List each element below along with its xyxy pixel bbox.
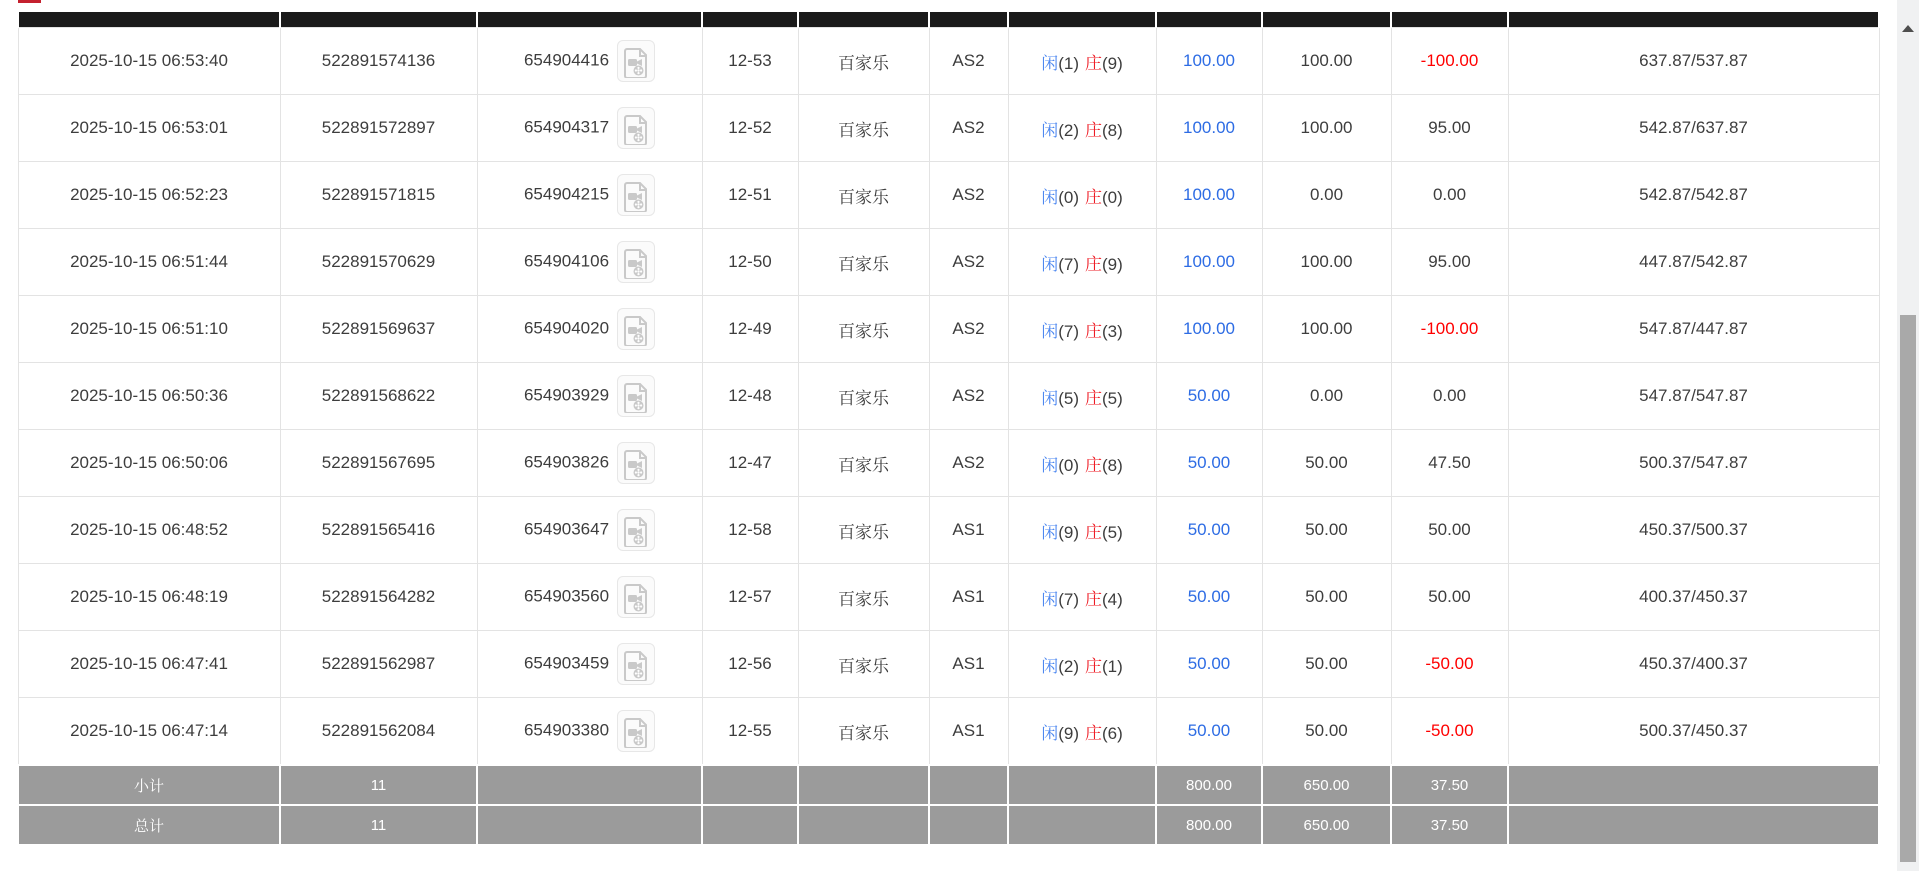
balance: 500.37/547.87 xyxy=(1508,430,1879,497)
valid-amount: 50.00 xyxy=(1262,631,1391,698)
subtotal-empty xyxy=(1008,765,1156,805)
balance: 400.37/450.37 xyxy=(1508,564,1879,631)
bet-time: 2025-10-15 06:50:36 xyxy=(18,363,280,430)
column-header xyxy=(798,12,929,28)
banker-label: 庄 xyxy=(1085,656,1102,676)
bet-time: 2025-10-15 06:51:10 xyxy=(18,296,280,363)
player-label: 闲 xyxy=(1041,53,1059,73)
game-name: 百家乐 xyxy=(798,363,929,430)
winloss-amount: -100.00 xyxy=(1391,296,1508,363)
video-file-icon xyxy=(624,450,648,480)
player-label: 闲 xyxy=(1041,321,1059,341)
total-bet: 800.00 xyxy=(1156,805,1262,845)
column-header xyxy=(1156,12,1262,28)
banker-score: (4) xyxy=(1102,589,1123,609)
video-file-icon xyxy=(624,718,648,748)
subtotal-empty xyxy=(477,765,702,805)
video-replay-button[interactable] xyxy=(617,308,655,350)
cropped-red-element xyxy=(18,0,41,3)
total-empty xyxy=(702,805,798,845)
round-number: 12-58 xyxy=(702,497,798,564)
winloss-amount: 50.00 xyxy=(1391,564,1508,631)
player-score: (1) xyxy=(1058,53,1079,73)
video-file-icon xyxy=(624,249,648,279)
game-id-cell xyxy=(477,698,702,766)
table-code: AS2 xyxy=(929,363,1008,430)
table-body xyxy=(18,28,1879,766)
column-header xyxy=(929,12,1008,28)
winloss-amount: 0.00 xyxy=(1391,162,1508,229)
game-name: 百家乐 xyxy=(798,229,929,296)
table-row xyxy=(18,296,1879,363)
game-name: 百家乐 xyxy=(798,296,929,363)
bet-serial: 522891570629 xyxy=(280,229,477,296)
total-count: 11 xyxy=(280,805,477,845)
game-id-cell xyxy=(477,564,702,631)
game-id-cell xyxy=(477,631,702,698)
subtotal-valid: 650.00 xyxy=(1262,765,1391,805)
bet-amount: 50.00 xyxy=(1156,430,1262,497)
vertical-scrollbar[interactable] xyxy=(1897,0,1919,871)
video-replay-button[interactable] xyxy=(617,710,655,752)
game-name: 百家乐 xyxy=(798,162,929,229)
player-score: (7) xyxy=(1058,254,1079,274)
table-row xyxy=(18,229,1879,296)
round-number: 12-51 xyxy=(702,162,798,229)
winloss-amount: -100.00 xyxy=(1391,28,1508,95)
banker-label: 庄 xyxy=(1085,120,1102,140)
player-score: (0) xyxy=(1058,455,1079,475)
table-row xyxy=(18,698,1879,766)
bet-amount: 100.00 xyxy=(1156,296,1262,363)
round-number: 12-48 xyxy=(702,363,798,430)
bet-time: 2025-10-15 06:47:41 xyxy=(18,631,280,698)
game-name: 百家乐 xyxy=(798,430,929,497)
bet-amount: 50.00 xyxy=(1156,631,1262,698)
player-score: (7) xyxy=(1058,589,1079,609)
bet-time: 2025-10-15 06:53:01 xyxy=(18,95,280,162)
subtotal-empty xyxy=(798,765,929,805)
player-label: 闲 xyxy=(1041,522,1059,542)
valid-amount: 50.00 xyxy=(1262,430,1391,497)
game-id: 654903560 xyxy=(523,586,610,606)
winloss-amount: 95.00 xyxy=(1391,95,1508,162)
banker-score: (5) xyxy=(1102,522,1123,542)
result-cell xyxy=(1008,698,1156,766)
table-code: AS1 xyxy=(929,631,1008,698)
bet-records-table xyxy=(17,12,1880,846)
bet-amount: 50.00 xyxy=(1156,698,1262,766)
valid-amount: 100.00 xyxy=(1262,229,1391,296)
bet-time: 2025-10-15 06:48:52 xyxy=(18,497,280,564)
total-empty xyxy=(1508,805,1879,845)
banker-label: 庄 xyxy=(1085,723,1102,743)
table-code: AS2 xyxy=(929,95,1008,162)
column-header xyxy=(1508,12,1879,28)
column-header xyxy=(1391,12,1508,28)
winloss-amount: 50.00 xyxy=(1391,497,1508,564)
bet-time: 2025-10-15 06:48:19 xyxy=(18,564,280,631)
result-cell xyxy=(1008,430,1156,497)
game-id-cell xyxy=(477,229,702,296)
game-id-cell xyxy=(477,296,702,363)
scroll-up-button[interactable] xyxy=(1897,18,1919,36)
valid-amount: 50.00 xyxy=(1262,497,1391,564)
winloss-amount: 95.00 xyxy=(1391,229,1508,296)
game-name: 百家乐 xyxy=(798,28,929,95)
table-code: AS2 xyxy=(929,430,1008,497)
table-header-cropped xyxy=(18,12,1879,28)
game-id-cell xyxy=(477,162,702,229)
subtotal-bet: 800.00 xyxy=(1156,765,1262,805)
bet-serial: 522891569637 xyxy=(280,296,477,363)
bet-serial: 522891574136 xyxy=(280,28,477,95)
subtotal-winloss: 37.50 xyxy=(1391,765,1508,805)
table-code: AS1 xyxy=(929,698,1008,766)
game-id: 654903459 xyxy=(523,653,610,673)
valid-amount: 100.00 xyxy=(1262,28,1391,95)
column-header xyxy=(702,12,798,28)
balance: 547.87/447.87 xyxy=(1508,296,1879,363)
total-empty xyxy=(1008,805,1156,845)
video-replay-button[interactable] xyxy=(617,375,655,417)
video-file-icon xyxy=(624,115,648,145)
player-label: 闲 xyxy=(1041,254,1059,274)
game-id-cell xyxy=(477,430,702,497)
column-header xyxy=(477,12,702,28)
bet-amount: 100.00 xyxy=(1156,162,1262,229)
bet-amount: 100.00 xyxy=(1156,95,1262,162)
banker-score: (5) xyxy=(1102,388,1123,408)
bet-time: 2025-10-15 06:50:06 xyxy=(18,430,280,497)
video-file-icon xyxy=(624,651,648,681)
bet-time: 2025-10-15 06:47:14 xyxy=(18,698,280,766)
video-file-icon xyxy=(624,316,648,346)
bet-amount: 100.00 xyxy=(1156,229,1262,296)
table-row xyxy=(18,497,1879,564)
video-replay-button[interactable] xyxy=(617,174,655,216)
column-header xyxy=(1008,12,1156,28)
player-score: (9) xyxy=(1058,723,1079,743)
video-replay-button[interactable] xyxy=(617,442,655,484)
table-row xyxy=(18,363,1879,430)
banker-score: (9) xyxy=(1102,254,1123,274)
video-file-icon xyxy=(624,584,648,614)
result-cell xyxy=(1008,363,1156,430)
subtotal-row xyxy=(18,765,1879,805)
round-number: 12-56 xyxy=(702,631,798,698)
player-score: (2) xyxy=(1058,120,1079,140)
banker-score: (8) xyxy=(1102,455,1123,475)
video-file-icon xyxy=(624,383,648,413)
player-label: 闲 xyxy=(1041,589,1059,609)
bet-amount: 50.00 xyxy=(1156,564,1262,631)
video-replay-button[interactable] xyxy=(617,40,655,82)
valid-amount: 0.00 xyxy=(1262,363,1391,430)
table-row xyxy=(18,430,1879,497)
bet-serial: 522891565416 xyxy=(280,497,477,564)
valid-amount: 0.00 xyxy=(1262,162,1391,229)
game-id: 654904215 xyxy=(523,184,610,204)
round-number: 12-49 xyxy=(702,296,798,363)
round-number: 12-50 xyxy=(702,229,798,296)
game-name: 百家乐 xyxy=(798,564,929,631)
player-score: (9) xyxy=(1058,522,1079,542)
total-label: 总计 xyxy=(18,805,280,845)
valid-amount: 50.00 xyxy=(1262,698,1391,766)
table-code: AS2 xyxy=(929,162,1008,229)
balance: 542.87/637.87 xyxy=(1508,95,1879,162)
balance: 450.37/400.37 xyxy=(1508,631,1879,698)
player-score: (0) xyxy=(1058,187,1079,207)
table-code: AS1 xyxy=(929,497,1008,564)
player-label: 闲 xyxy=(1041,656,1059,676)
valid-amount: 100.00 xyxy=(1262,95,1391,162)
table-code: AS2 xyxy=(929,296,1008,363)
banker-label: 庄 xyxy=(1085,321,1102,341)
result-cell xyxy=(1008,497,1156,564)
game-id: 654903380 xyxy=(523,720,610,740)
game-id: 654903826 xyxy=(523,452,610,472)
balance: 450.37/500.37 xyxy=(1508,497,1879,564)
bet-time: 2025-10-15 06:53:40 xyxy=(18,28,280,95)
player-label: 闲 xyxy=(1041,120,1059,140)
player-score: (5) xyxy=(1058,388,1079,408)
header-row xyxy=(18,12,1879,28)
valid-amount: 50.00 xyxy=(1262,564,1391,631)
bet-amount: 50.00 xyxy=(1156,363,1262,430)
banker-score: (1) xyxy=(1102,656,1123,676)
game-name: 百家乐 xyxy=(798,698,929,766)
banker-label: 庄 xyxy=(1085,53,1102,73)
bet-time: 2025-10-15 06:52:23 xyxy=(18,162,280,229)
bet-amount: 50.00 xyxy=(1156,497,1262,564)
banker-label: 庄 xyxy=(1085,388,1102,408)
round-number: 12-57 xyxy=(702,564,798,631)
balance: 637.87/537.87 xyxy=(1508,28,1879,95)
total-valid: 650.00 xyxy=(1262,805,1391,845)
round-number: 12-52 xyxy=(702,95,798,162)
game-id: 654903929 xyxy=(523,385,610,405)
balance: 547.87/547.87 xyxy=(1508,363,1879,430)
table-code: AS2 xyxy=(929,229,1008,296)
bet-serial: 522891567695 xyxy=(280,430,477,497)
winloss-amount: -50.00 xyxy=(1391,631,1508,698)
result-cell xyxy=(1008,95,1156,162)
game-id: 654904416 xyxy=(523,50,610,70)
subtotal-empty xyxy=(929,765,1008,805)
table-row xyxy=(18,95,1879,162)
total-row xyxy=(18,805,1879,845)
game-id: 654904317 xyxy=(523,117,610,137)
round-number: 12-47 xyxy=(702,430,798,497)
video-replay-button[interactable] xyxy=(617,643,655,685)
balance: 447.87/542.87 xyxy=(1508,229,1879,296)
banker-score: (9) xyxy=(1102,53,1123,73)
game-name: 百家乐 xyxy=(798,95,929,162)
video-replay-button[interactable] xyxy=(617,509,655,551)
up-arrow-icon xyxy=(1902,25,1914,32)
player-label: 闲 xyxy=(1041,455,1059,475)
table-code: AS2 xyxy=(929,28,1008,95)
result-cell xyxy=(1008,28,1156,95)
bet-serial: 522891562987 xyxy=(280,631,477,698)
banker-score: (0) xyxy=(1102,187,1123,207)
banker-label: 庄 xyxy=(1085,589,1102,609)
player-score: (7) xyxy=(1058,321,1079,341)
table-code: AS1 xyxy=(929,564,1008,631)
table-row xyxy=(18,28,1879,95)
banker-score: (8) xyxy=(1102,120,1123,140)
table-row xyxy=(18,564,1879,631)
winloss-amount: -50.00 xyxy=(1391,698,1508,766)
video-file-icon xyxy=(624,517,648,547)
result-cell xyxy=(1008,564,1156,631)
round-number: 12-53 xyxy=(702,28,798,95)
video-file-icon xyxy=(624,182,648,212)
banker-label: 庄 xyxy=(1085,522,1102,542)
video-replay-button[interactable] xyxy=(617,107,655,149)
banker-label: 庄 xyxy=(1085,455,1102,475)
video-replay-button[interactable] xyxy=(617,241,655,283)
total-winloss: 37.50 xyxy=(1391,805,1508,845)
bet-serial: 522891568622 xyxy=(280,363,477,430)
game-id-cell xyxy=(477,363,702,430)
bet-time: 2025-10-15 06:51:44 xyxy=(18,229,280,296)
player-label: 闲 xyxy=(1041,723,1059,743)
subtotal-empty xyxy=(702,765,798,805)
table-row xyxy=(18,631,1879,698)
total-empty xyxy=(798,805,929,845)
bet-amount: 100.00 xyxy=(1156,28,1262,95)
subtotal-label: 小计 xyxy=(18,765,280,805)
result-cell xyxy=(1008,631,1156,698)
player-label: 闲 xyxy=(1041,388,1059,408)
round-number: 12-55 xyxy=(702,698,798,766)
game-name: 百家乐 xyxy=(798,631,929,698)
column-header xyxy=(1262,12,1391,28)
total-empty xyxy=(929,805,1008,845)
table-row xyxy=(18,162,1879,229)
bet-serial: 522891564282 xyxy=(280,564,477,631)
table-footer xyxy=(18,765,1879,845)
game-id-cell xyxy=(477,95,702,162)
video-file-icon xyxy=(624,48,648,78)
balance: 500.37/450.37 xyxy=(1508,698,1879,766)
game-name: 百家乐 xyxy=(798,497,929,564)
valid-amount: 100.00 xyxy=(1262,296,1391,363)
bet-serial: 522891562084 xyxy=(280,698,477,766)
column-header xyxy=(18,12,280,28)
player-score: (2) xyxy=(1058,656,1079,676)
bet-serial: 522891572897 xyxy=(280,95,477,162)
result-cell xyxy=(1008,229,1156,296)
banker-label: 庄 xyxy=(1085,187,1102,207)
result-cell xyxy=(1008,162,1156,229)
result-cell xyxy=(1008,296,1156,363)
banker-score: (6) xyxy=(1102,723,1123,743)
subtotal-empty xyxy=(1508,765,1879,805)
total-empty xyxy=(477,805,702,845)
winloss-amount: 0.00 xyxy=(1391,363,1508,430)
game-id-cell xyxy=(477,497,702,564)
winloss-amount: 47.50 xyxy=(1391,430,1508,497)
player-label: 闲 xyxy=(1041,187,1059,207)
game-id: 654903647 xyxy=(523,519,610,539)
scrollbar-thumb[interactable] xyxy=(1900,315,1916,862)
video-replay-button[interactable] xyxy=(617,576,655,618)
column-header xyxy=(280,12,477,28)
balance: 542.87/542.87 xyxy=(1508,162,1879,229)
game-id-cell xyxy=(477,28,702,95)
banker-label: 庄 xyxy=(1085,254,1102,274)
game-id: 654904106 xyxy=(523,251,610,271)
subtotal-count: 11 xyxy=(280,765,477,805)
game-id: 654904020 xyxy=(523,318,610,338)
bet-serial: 522891571815 xyxy=(280,162,477,229)
banker-score: (3) xyxy=(1102,321,1123,341)
